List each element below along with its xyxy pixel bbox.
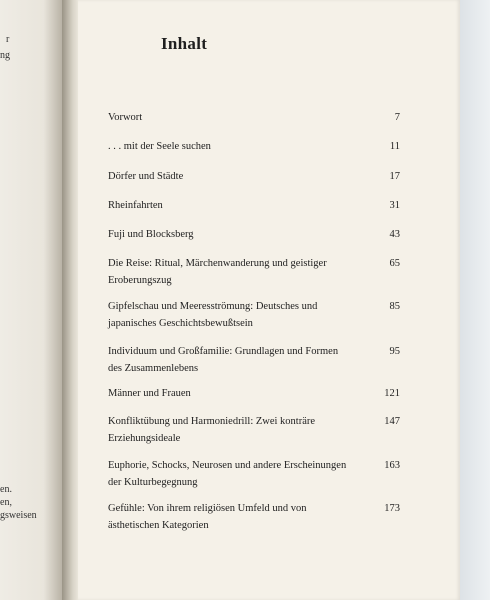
left-page-fragment: en, <box>0 497 12 508</box>
toc-entry-title: Fuji und Blocksberg <box>108 229 194 240</box>
contents-page <box>78 0 460 600</box>
toc-entry-title: . . . mit der Seele suchen <box>108 141 211 152</box>
toc-entry-title: Individuum und Großfamilie: Grundlagen und Formen des Zusammenlebens <box>108 346 339 374</box>
left-page-fragment: ng <box>0 50 10 61</box>
toc-entry-title: Konfliktübung und Harmoniedrill: Zwei konträre Erziehungsideale <box>108 416 316 444</box>
toc-entry-title: Gefühle: Von ihrem religiösen Umfeld und von ästhetischen Kategorien <box>108 503 307 531</box>
toc-entry-page: 31 <box>389 200 400 211</box>
toc-entry-title: Die Reise: Ritual, Märchenwanderung und geistiger Eroberungszug <box>108 258 327 286</box>
toc-entry <box>108 256 400 289</box>
toc-entry-page: 7 <box>394 112 400 123</box>
toc-entry-title: Vorwort <box>108 112 143 123</box>
background <box>460 0 490 600</box>
toc-entry-title: Euphorie, Schocks, Neurosen und andere Erscheinungen der Kulturbegegnung <box>108 460 347 488</box>
toc-entry <box>108 110 400 127</box>
toc-entry <box>108 414 400 447</box>
toc-entry-page: 11 <box>389 141 400 152</box>
toc-entry <box>108 458 400 491</box>
toc-entry <box>108 386 400 403</box>
toc-entry-page: 121 <box>384 388 400 399</box>
toc-entry-title: Männer und Frauen <box>108 388 191 399</box>
toc-entry-page: 43 <box>389 229 400 240</box>
toc-entry <box>108 198 400 215</box>
toc-entry-page: 85 <box>389 301 400 312</box>
toc-entry <box>108 501 400 534</box>
toc-entry <box>108 344 400 377</box>
left-page-fragment: en. <box>0 484 12 495</box>
toc-entry-page: 95 <box>389 346 400 357</box>
page-title: Inhalt <box>161 34 208 53</box>
toc-entry <box>108 299 400 332</box>
toc-entry <box>108 227 400 244</box>
toc-entry-page: 65 <box>389 258 400 269</box>
toc-entry-title: Dörfer und Städte <box>108 171 184 182</box>
toc-entry-page: 173 <box>384 503 400 514</box>
toc-entry-page: 17 <box>389 171 400 182</box>
left-page <box>0 0 62 600</box>
toc-entry <box>108 139 400 156</box>
left-page-fragment: r <box>6 34 10 45</box>
toc-entry-page: 163 <box>384 460 400 471</box>
toc-entry-title: Rheinfahrten <box>108 200 163 211</box>
toc-entry <box>108 169 400 186</box>
toc-entry-page: 147 <box>384 416 400 427</box>
left-page-fragment: gsweisen <box>0 510 37 521</box>
toc-entry-title: Gipfelschau und Meeresströmung: Deutsches und japanisches Geschichtsbewußtsein <box>108 301 318 329</box>
